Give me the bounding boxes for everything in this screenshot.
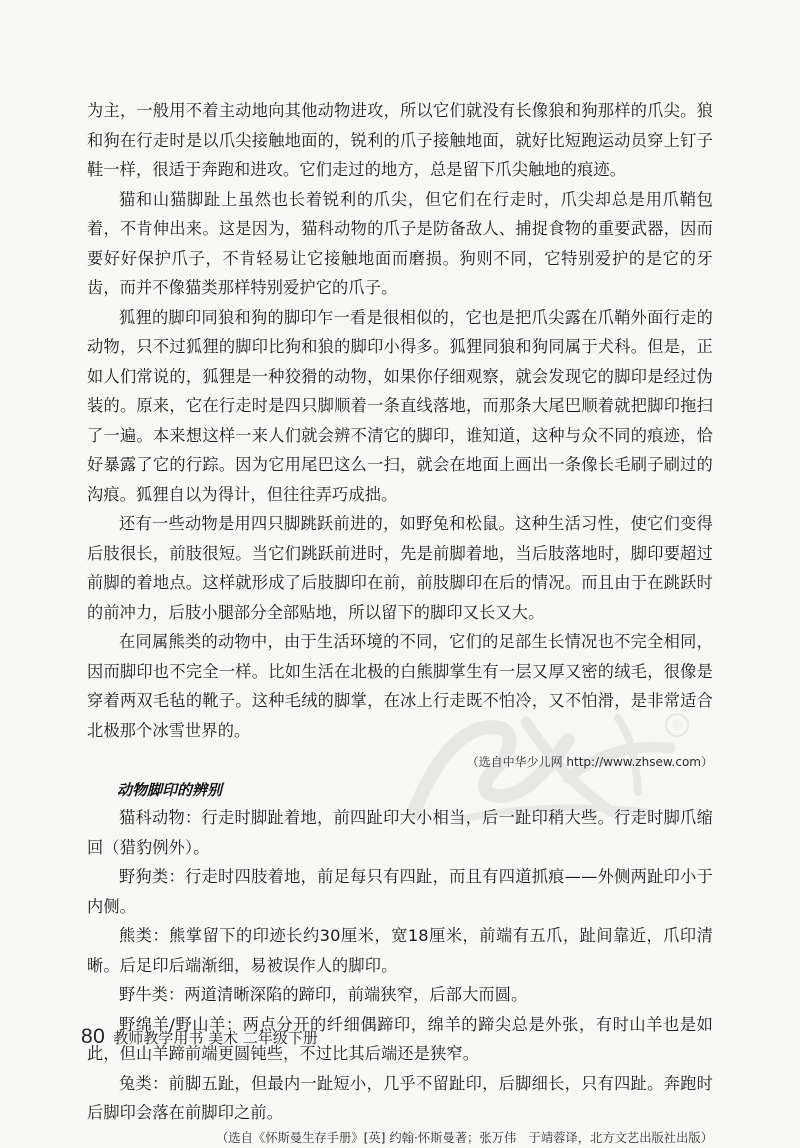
footprint-yak: 野牛类：两道清晰深陷的蹄印，前端狭窄，后部大而圆。 bbox=[119, 985, 528, 1004]
paragraph-2: 猫和山猫脚趾上虽然也长着锐利的爪尖，但它们在行走时，爪尖却总是用爪鞘包着，不肯伸出来。这是因为，猫科动物的爪子是防备敌人、捕捉食物的重要武器，因而要好好保护爪子，不肯轻易让它接触地面而磨损。狗则不同，它特别爱护的是它的牙齿，而并不像猫类那样特别爱护它的爪子。 bbox=[87, 189, 713, 297]
footprint-sheep: 野绵羊/野山羊：两点分开的纤细偶蹄印，绵羊的蹄尖总是外张，有时山羊也是如此，但山羊蹄前端更圆钝些，不过比其后端还是狭窄。 bbox=[87, 1014, 713, 1063]
section-title: 动物脚印的辨别 bbox=[117, 781, 223, 799]
paragraph-3: 狐狸的脚印同狼和狗的脚印乍一看是很相似的，它也是把爪尖露在爪鞘外面行走的动物，只不过狐狸的脚印比狗和狼的脚印小得多。狐狸同狼和狗同属于犬科。但是，正如人们常说的，狐狸是一种狡猾的动物，如果你仔细观察，就会发现它的脚印是经过伪装的。原来，它在行走时是四只脚顺着一条直线落地，而那条大尾巴顺着就把脚印拖扫了一遍。本来想这样一来人们就会辨不清它的脚印，谁知道，这种与众不同的痕迹，恰好暴露了它的行踪。因为它用尾巴这么一扫，就会在地面上画出一条像长毛刷子刷过的沟痕。狐狸自以为得计，但往往弄巧成拙。 bbox=[87, 307, 713, 504]
registered-mark: ® bbox=[671, 717, 683, 733]
paragraph-5: 在同属熊类的动物中，由于生活环境的不同，它们的足部生长情况也不完全相同，因而脚印也不完全一样。比如生活在北极的白熊脚掌生有一层又厚又密的绒毛，很像是穿着两双毛毡的靴子。这种毛绒的脚掌，在冰上行走既不怕冷，又不怕滑，是非常适合北极那个冰雪世界的。 bbox=[87, 632, 713, 740]
footprint-bear: 熊类：熊掌留下的印迹长约30厘米，宽18厘米，前端有五爪，趾间靠近，爪印清晰。后足印后端渐细，易被误作人的脚印。 bbox=[87, 926, 713, 975]
footprint-cat: 猫科动物：行走时脚趾着地，前四趾印大小相当，后一趾印稍大些。行走时脚爪缩回（猎豹例外）。 bbox=[87, 808, 713, 857]
paragraph-1: 为主，一般用不着主动地向其他动物进攻，所以它们就没有长像狼和狗那样的爪尖。狼和狗在行走时是以爪尖接触地面的，锐利的爪子接触地面，就好比短跑运动员穿上钉子鞋一样，很适于奔跑和进攻。它们走过的地方，总是留下爪尖触地的痕迹。 bbox=[87, 101, 713, 179]
paragraph-4: 还有一些动物是用四只脚跳跃前进的，如野兔和松鼠。这种生活习性，使它们变得后肢很长，前肢很短。当它们跳跃前进时，先是前脚着地，当后肢落地时，脚印要超过前脚的着地点。这样就形成了后肢脚印在前，前肢脚印在后的情况。而且由于在跳跃时的前冲力，后肢小腿部分全部贴地，所以留下的脚印又长又大。 bbox=[87, 514, 713, 622]
source-citation-survival-manual: （选自《怀斯曼生存手册》[英] 约翰·怀斯曼著；张万伟 于靖蓉译，北方文艺出版社出版） bbox=[216, 1130, 713, 1145]
page-footer bbox=[81, 1025, 318, 1049]
page-number: 80 bbox=[81, 1025, 106, 1048]
footprint-dog: 野狗类：行走时四肢着地，前足每只有四趾，而且有四道抓痕——外侧两趾印小于内侧。 bbox=[87, 867, 713, 916]
main-content bbox=[87, 96, 713, 1148]
footprint-rabbit: 兔类：前脚五趾，但最内一趾短小，几乎不留趾印，后脚细长，只有四趾。奔跑时后脚印会落在前脚印之前。 bbox=[87, 1073, 713, 1122]
source-citation-zhsew: （选自中华少儿网 http://www.zhsew.com） bbox=[466, 755, 713, 769]
book-title: 教师教学用书 美术 二年级下册 bbox=[113, 1029, 318, 1047]
